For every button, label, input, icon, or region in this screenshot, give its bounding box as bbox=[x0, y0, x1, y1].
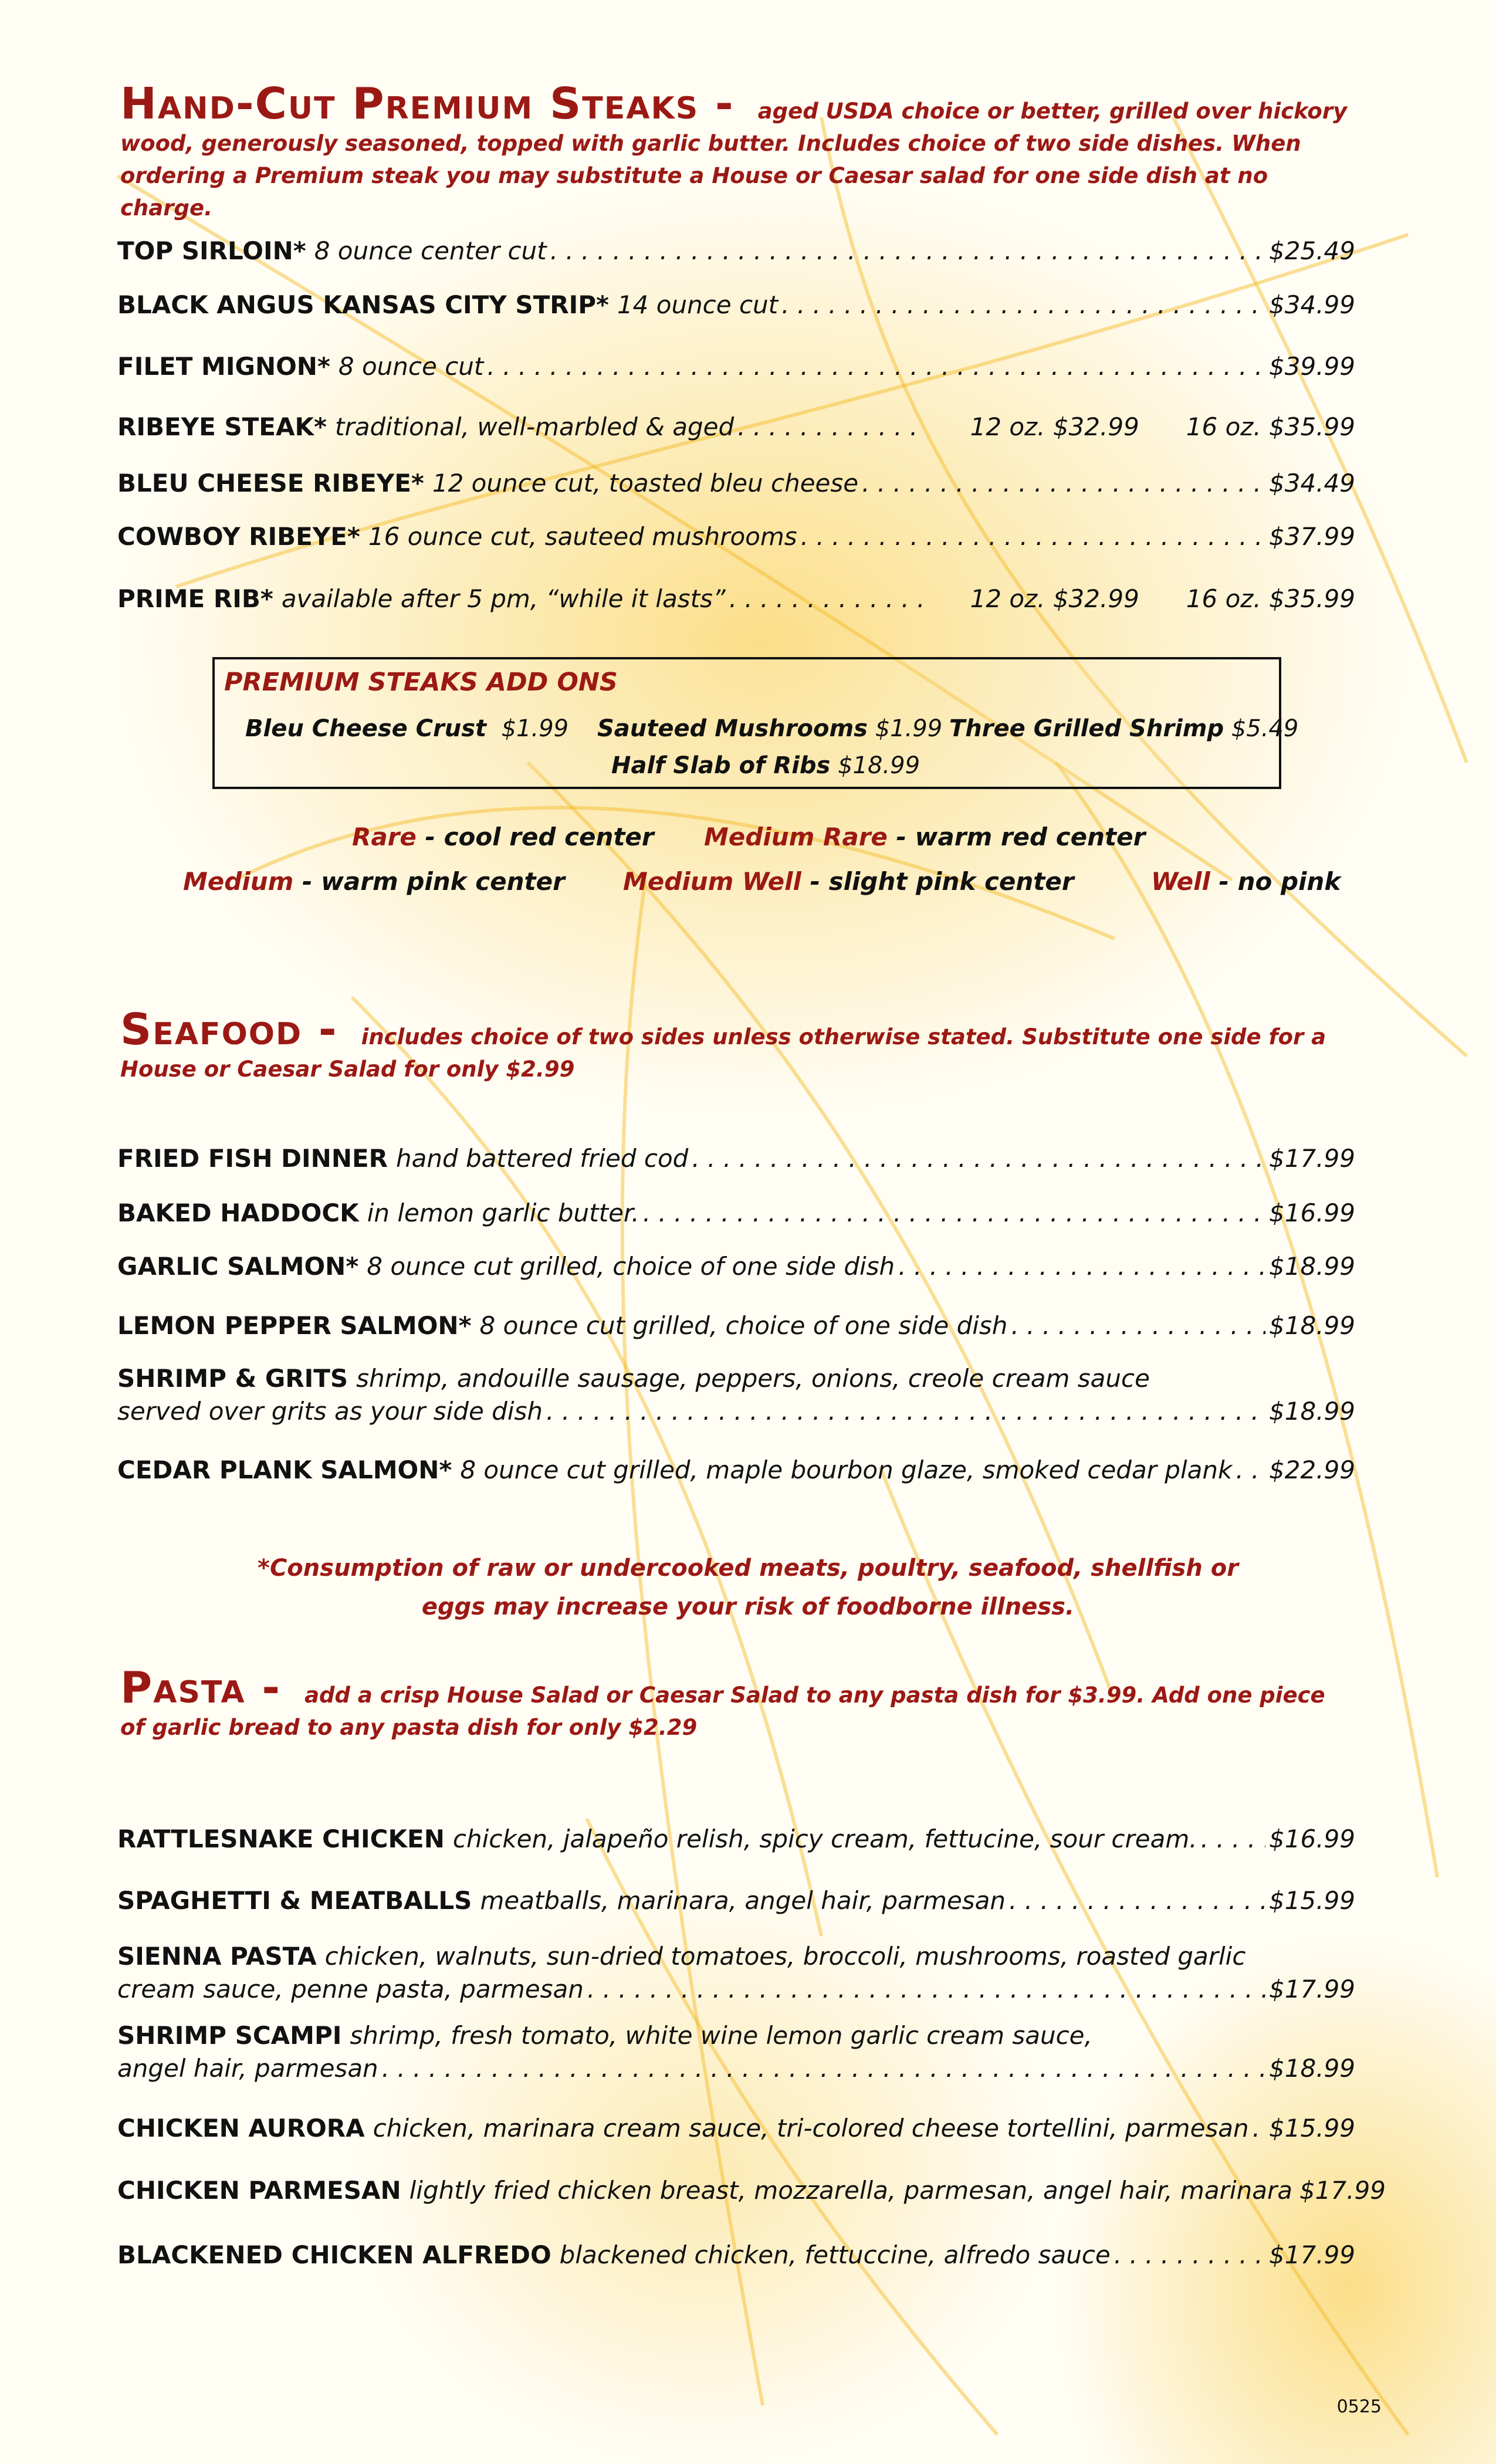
leader-dots bbox=[1114, 2239, 1265, 2272]
item-desc: chicken, jalapeño relish, spicy cream, fettucine, sour cream. bbox=[452, 1825, 1197, 1853]
item-price-16oz: 16 oz. $35.99 bbox=[1186, 584, 1355, 613]
item-price: $18.99 bbox=[1269, 1311, 1355, 1340]
item-desc: 14 ounce cut bbox=[617, 290, 779, 319]
menu-item-bleu-cheese-ribeye bbox=[117, 467, 1355, 500]
doneness-medium-rare bbox=[704, 823, 1145, 851]
item-desc: 16 ounce cut, sauteed mushrooms bbox=[368, 522, 797, 551]
leader-dots bbox=[729, 583, 926, 615]
leader-dots bbox=[1011, 1309, 1265, 1342]
steaks-title: Hand-Cut Premium Steaks - bbox=[120, 79, 735, 129]
item-desc: in lemon garlic butter. bbox=[367, 1199, 639, 1227]
menu-item-filet-mignon bbox=[117, 350, 1355, 383]
item-price: $16.99 bbox=[1269, 1825, 1355, 1853]
menu-item-chicken-parmesan bbox=[117, 2174, 1386, 2207]
item-name: RATTLESNAKE CHICKEN bbox=[117, 1825, 445, 1853]
item-price-12oz: 12 oz. $32.99 bbox=[970, 584, 1139, 613]
item-desc: 12 ounce cut, toasted bleu cheese bbox=[432, 469, 859, 497]
item-price: $17.99 bbox=[1269, 1144, 1355, 1173]
pasta-section-header bbox=[120, 1663, 1355, 1744]
item-desc-line2: served over grits as your side dish bbox=[117, 1397, 543, 1426]
item-name: PRIME RIB* bbox=[117, 584, 273, 613]
foodborne-warning: *Consumption of raw or undercooked meats, poultry, seafood, shellfish or eggs may increase your risk of foodborne illness. bbox=[258, 1555, 1238, 1620]
leader-dots bbox=[382, 2052, 1265, 2085]
item-desc: shrimp, andouille sausage, peppers, onions, creole cream sauce bbox=[356, 1364, 1150, 1393]
leader-dots bbox=[1253, 2112, 1265, 2145]
addon-price: $1.99 bbox=[501, 715, 569, 742]
item-price: $15.99 bbox=[1269, 1886, 1355, 1915]
item-desc: lightly fried chicken breast, mozzarella, parmesan, angel hair, marinara bbox=[409, 2176, 1292, 2205]
doneness-well bbox=[1151, 867, 1341, 896]
item-desc: 8 ounce cut bbox=[338, 352, 484, 381]
leader-dots bbox=[737, 411, 925, 444]
menu-item-sienna-pasta bbox=[117, 1940, 1355, 2006]
leader-dots bbox=[898, 1250, 1265, 1283]
doneness-desc: - warm pink center bbox=[293, 867, 565, 896]
menu-item-fried-fish bbox=[117, 1142, 1355, 1175]
item-name: RIBEYE STEAK* bbox=[117, 412, 327, 441]
doneness-desc: - slight pink center bbox=[801, 867, 1074, 896]
addon-price: $18.99 bbox=[838, 752, 920, 779]
addon-price: $5.49 bbox=[1231, 715, 1299, 742]
item-desc: 8 ounce center cut bbox=[314, 236, 547, 265]
menu-item-rattlesnake-chicken bbox=[117, 1823, 1355, 1856]
addon-name: Half Slab of Ribs bbox=[611, 752, 831, 779]
item-name: FRIED FISH DINNER bbox=[117, 1144, 388, 1173]
item-desc: chicken, marinara cream sauce, tri-colored cheese tortellini, parmesan bbox=[373, 2114, 1249, 2143]
addon-half-slab-ribs bbox=[611, 752, 920, 779]
item-name: BLACKENED CHICKEN ALFREDO bbox=[117, 2240, 551, 2269]
item-name: BAKED HADDOCK bbox=[117, 1199, 359, 1227]
menu-item-spaghetti-meatballs bbox=[117, 1884, 1355, 1917]
menu-item-cedar-plank-salmon bbox=[117, 1454, 1355, 1487]
doneness-level: Medium Well bbox=[623, 867, 801, 896]
item-price: $18.99 bbox=[1269, 1252, 1355, 1281]
item-name: GARLIC SALMON* bbox=[117, 1252, 359, 1281]
item-price: $18.99 bbox=[1269, 1397, 1355, 1426]
steaks-subtitle: aged USDA choice or better, grilled over hickory wood, generously seasoned, topped with garlic butter. Includes choice of two side dishes. When ordering a Premium steak you may substitute a House or Caesar salad for one side dish at no charge. bbox=[120, 99, 1348, 221]
item-price: $37.99 bbox=[1269, 522, 1355, 551]
footer-code: 0525 bbox=[1336, 2397, 1382, 2417]
doneness-level: Medium Rare bbox=[704, 823, 888, 851]
item-price: $25.49 bbox=[1269, 236, 1355, 265]
item-name: SPAGHETTI & MEATBALLS bbox=[117, 1886, 472, 1915]
seafood-subtitle: includes choice of two sides unless otherwise stated. Substitute one side for a House or Caesar Salad for only $2.99 bbox=[120, 1024, 1326, 1082]
item-name: BLACK ANGUS KANSAS CITY STRIP* bbox=[117, 290, 609, 319]
item-desc: available after 5 pm, “while it lasts” bbox=[281, 584, 726, 613]
addon-name: Three Grilled Shrimp bbox=[949, 715, 1224, 742]
menu-item-lemon-pepper-salmon bbox=[117, 1309, 1355, 1342]
doneness-rare bbox=[352, 823, 654, 851]
item-name: SHRIMP & GRITS bbox=[117, 1364, 348, 1393]
doneness-level: Medium bbox=[183, 867, 294, 896]
addons-title: PREMIUM STEAKS ADD ONS bbox=[224, 668, 618, 697]
item-desc: chicken, walnuts, sun-dried tomatoes, broccoli, mushrooms, roasted garlic bbox=[324, 1942, 1246, 1971]
menu-item-top-sirloin bbox=[117, 235, 1355, 268]
item-name: BLEU CHEESE RIBEYE* bbox=[117, 469, 424, 497]
item-desc: 8 ounce cut grilled, choice of one side dish bbox=[479, 1311, 1008, 1340]
item-desc: shrimp, fresh tomato, white wine lemon garlic cream sauce, bbox=[350, 2021, 1092, 2050]
addon-price: $1.99 bbox=[875, 715, 943, 742]
seafood-title: Seafood - bbox=[120, 1004, 338, 1055]
item-name: SHRIMP SCAMPI bbox=[117, 2021, 342, 2050]
item-price: $39.99 bbox=[1269, 352, 1355, 381]
doneness-desc: - warm red center bbox=[887, 823, 1146, 851]
steaks-section-header bbox=[120, 79, 1355, 224]
item-price: $18.99 bbox=[1269, 2054, 1355, 2083]
doneness-level: Well bbox=[1151, 867, 1210, 896]
addon-sauteed-mushrooms bbox=[597, 715, 942, 742]
leader-dots bbox=[781, 289, 1265, 321]
item-name: TOP SIRLOIN* bbox=[117, 236, 306, 265]
doneness-level: Rare bbox=[352, 823, 417, 851]
item-price: $34.99 bbox=[1269, 290, 1355, 319]
steak-addons-box bbox=[212, 657, 1299, 789]
addon-bleu-cheese-crust bbox=[245, 715, 568, 742]
item-name: CHICKEN AURORA bbox=[117, 2114, 365, 2143]
item-price-16oz: 16 oz. $35.99 bbox=[1186, 412, 1355, 441]
item-price: $34.49 bbox=[1269, 469, 1355, 497]
seafood-section-header bbox=[120, 1004, 1355, 1085]
menu-item-shrimp-scampi bbox=[117, 2019, 1355, 2085]
leader-dots bbox=[550, 235, 1265, 268]
menu-item-baked-haddock bbox=[117, 1197, 1355, 1230]
item-desc: traditional, well-marbled & aged bbox=[335, 412, 735, 441]
doneness-desc: - no pink bbox=[1210, 867, 1341, 896]
leader-dots bbox=[862, 467, 1265, 500]
item-price: $15.99 bbox=[1269, 2114, 1355, 2143]
addon-grilled-shrimp bbox=[949, 715, 1298, 742]
pasta-title: Pasta - bbox=[120, 1663, 282, 1713]
item-price: $17.99 bbox=[1269, 1975, 1355, 2003]
doneness-desc: - cool red center bbox=[416, 823, 654, 851]
menu-item-prime-rib bbox=[117, 583, 1355, 615]
item-price: $22.99 bbox=[1269, 1456, 1355, 1484]
item-desc: 8 ounce cut grilled, choice of one side dish bbox=[367, 1252, 895, 1281]
item-name: COWBOY RIBEYE* bbox=[117, 522, 360, 551]
menu-item-shrimp-grits bbox=[117, 1362, 1355, 1428]
menu-item-garlic-salmon bbox=[117, 1250, 1355, 1283]
addon-name: Sauteed Mushrooms bbox=[597, 715, 868, 742]
item-desc: blackened chicken, fettuccine, alfredo sauce bbox=[559, 2240, 1111, 2269]
item-desc-line2: cream sauce, penne pasta, parmesan bbox=[117, 1975, 584, 2003]
leader-dots bbox=[801, 520, 1265, 553]
item-name: LEMON PEPPER SALMON* bbox=[117, 1311, 472, 1340]
item-desc: 8 ounce cut grilled, maple bourbon glaze, smoked cedar plank bbox=[460, 1456, 1233, 1484]
pasta-subtitle: add a crisp House Salad or Caesar Salad to any pasta dish for $3.99. Add one piece of garlic bread to any pasta dish for only $2.29 bbox=[120, 1683, 1325, 1740]
menu-item-blackened-chicken-alfredo bbox=[117, 2239, 1355, 2272]
menu-item-cowboy-ribeye bbox=[117, 520, 1355, 553]
item-name: CHICKEN PARMESAN bbox=[117, 2176, 401, 2205]
item-desc-line2: angel hair, parmesan bbox=[117, 2054, 378, 2083]
menu-item-ribeye-steak bbox=[117, 411, 1355, 444]
doneness-medium bbox=[183, 867, 565, 896]
item-name: CEDAR PLANK SALMON* bbox=[117, 1456, 452, 1484]
leader-dots bbox=[1009, 1884, 1265, 1917]
leader-dots bbox=[587, 1973, 1265, 2006]
item-price: $17.99 bbox=[1299, 2176, 1386, 2205]
leader-dots bbox=[487, 350, 1265, 383]
item-price: $17.99 bbox=[1269, 2240, 1355, 2269]
item-desc: meatballs, marinara, angel hair, parmesan bbox=[480, 1886, 1006, 1915]
addon-name: Bleu Cheese Crust bbox=[245, 715, 487, 742]
item-name: SIENNA PASTA bbox=[117, 1942, 317, 1971]
leader-dots bbox=[1201, 1823, 1265, 1856]
item-name: FILET MIGNON* bbox=[117, 352, 330, 381]
item-price-12oz: 12 oz. $32.99 bbox=[970, 412, 1139, 441]
menu-item-kc-strip bbox=[117, 289, 1355, 321]
menu-item-chicken-aurora bbox=[117, 2112, 1355, 2145]
leader-dots bbox=[692, 1142, 1265, 1175]
doneness-medium-well bbox=[623, 867, 1074, 896]
leader-dots bbox=[643, 1197, 1265, 1230]
item-price: $16.99 bbox=[1269, 1199, 1355, 1227]
item-desc: hand battered fried cod bbox=[396, 1144, 689, 1173]
leader-dots bbox=[1236, 1454, 1265, 1487]
leader-dots bbox=[546, 1395, 1265, 1428]
